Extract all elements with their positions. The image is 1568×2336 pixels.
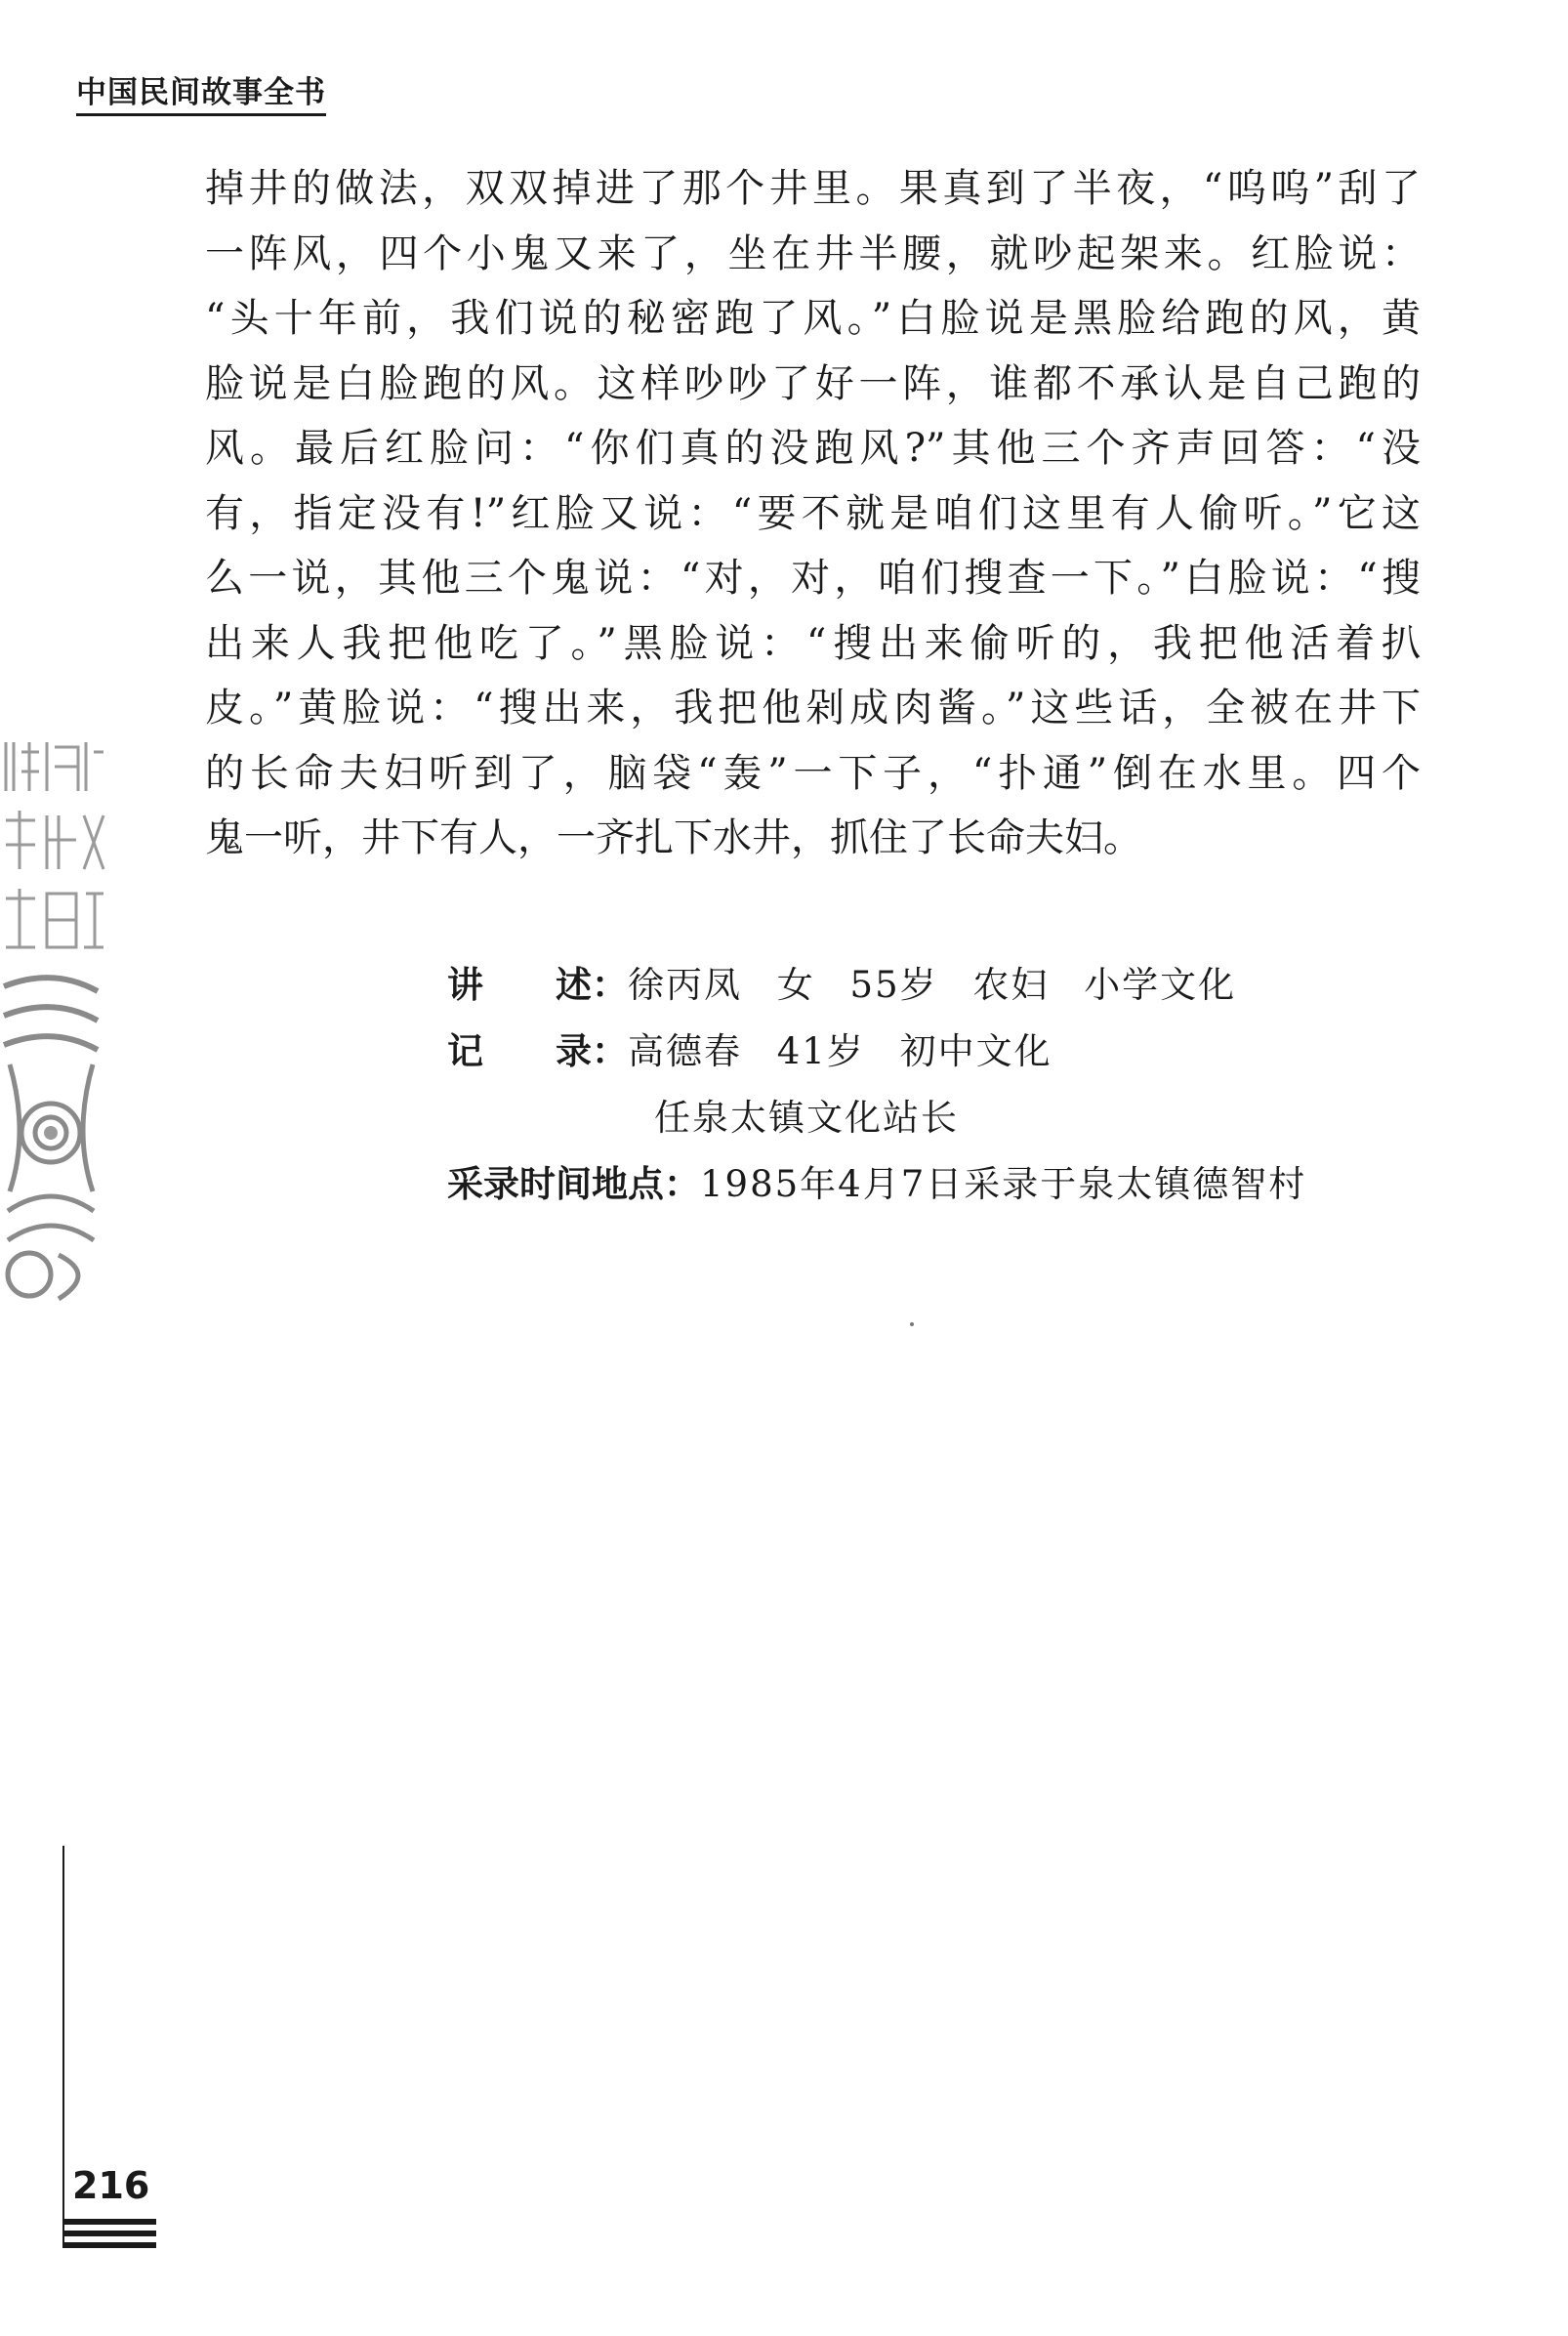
time-place-row: [447, 1151, 1306, 1218]
recorder-value: 高德春 41岁 初中文化: [628, 1030, 1052, 1072]
folio-bar: [62, 2219, 156, 2225]
time-place-value: 1985年4月7日采录于泉太镇德智村: [700, 1163, 1307, 1205]
story-text: [205, 156, 1421, 871]
recorder-label: 记 录：: [447, 1030, 628, 1072]
story-line: 鬼一听，井下有人，一齐扎下水井，抓住了长命夫妇。: [205, 815, 1142, 860]
story-line: “头十年前，我们说的秘密跑了风。”白脸说是黑脸给跑的风，黄: [205, 296, 1421, 341]
margin-logo-decoration: [0, 723, 107, 1309]
story-line: 掉井的做法，双双掉进了那个井里。果真到了半夜，“呜呜”刮了: [205, 166, 1421, 211]
story-line: 出来人我把他吃了。”黑脸说：“搜出来偷听的，我把他活着扒: [205, 620, 1421, 666]
narrator-label: 讲 述：: [447, 964, 628, 1006]
running-header: 中国民间故事全书: [76, 74, 326, 116]
story-line: 一阵风，四个小鬼又来了，坐在井半腰，就吵起架来。红脸说：: [205, 230, 1421, 276]
folio-bar: [62, 2242, 156, 2248]
story-line: 么一说，其他三个鬼说：“对，对，咱们搜查一下。”白脸说：“搜: [205, 556, 1421, 601]
recorder-row-continued: [447, 1085, 1306, 1151]
page-number: 216: [72, 2164, 150, 2207]
folio-bar: [62, 2231, 156, 2236]
story-line: 的长命夫妇听到了，脑袋“轰”一下子，“扑通”倒在水里。四个: [205, 750, 1421, 796]
narrator-value: 徐丙凤 女 55岁 农妇 小学文化: [628, 964, 1237, 1006]
story-line: 皮。”黄脸说：“搜出来，我把他剁成肉酱。”这些话，全被在井下: [205, 686, 1421, 730]
story-line: 脸说是白脸跑的风。这样吵吵了好一阵，谁都不承认是自己跑的: [205, 360, 1421, 406]
time-place-label: 采录时间地点：: [447, 1163, 700, 1205]
story-line: 有，指定没有!”红脸又说：“要不就是咱们这里有人偷听。”它这: [205, 490, 1421, 536]
story-line: 风。最后红脸问：“你们真的没跑风?”其他三个齐声回答：“没: [205, 426, 1421, 471]
credits-block: [447, 952, 1306, 1218]
recorder-row: [447, 1019, 1306, 1085]
folio-bars: [62, 2219, 156, 2254]
narrator-row: [447, 952, 1306, 1019]
print-speck: [910, 1322, 914, 1326]
margin-rule: [62, 1846, 64, 2246]
recorder-value-2: 任泉太镇文化站长: [654, 1097, 959, 1139]
